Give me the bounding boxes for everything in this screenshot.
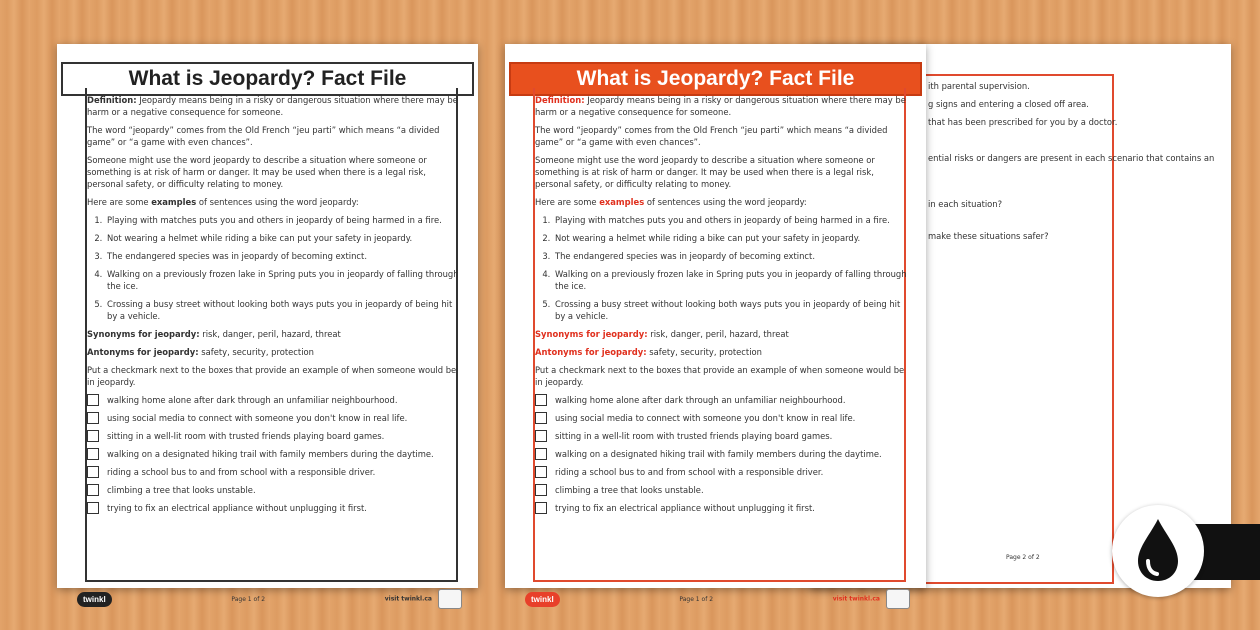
visit-link[interactable]: visit twinkl.ca <box>832 595 880 603</box>
ink-saver-badge[interactable] <box>1112 505 1204 597</box>
checklist-text: using social media to connect with someone you don't know in real life. <box>107 413 408 423</box>
page-number: Page 1 of 2 <box>679 595 714 603</box>
checkbox[interactable] <box>535 430 547 442</box>
definition-text: Jeopardy means being in a risky or dangerous situation where there may be harm or a negative consequence for someone. <box>535 95 906 117</box>
checklist-item <box>535 448 909 460</box>
twinkl-logo: twinkl <box>77 592 112 607</box>
checklist-text: sitting in a well-lit room with trusted friends playing board games. <box>107 431 385 441</box>
checkbox[interactable] <box>87 394 99 406</box>
page2-line: ith parental supervision. <box>928 81 1030 91</box>
antonyms-text: safety, security, protection <box>649 347 762 357</box>
checklist-text: using social media to connect with someone you don't know in real life. <box>555 413 856 423</box>
checklist-text: walking home alone after dark through an unfamiliar neighbourhood. <box>107 395 398 405</box>
example-item: 5. Crossing a busy street without looking both ways puts you in jeopardy of being hit by a vehicle. <box>105 298 461 322</box>
synonyms-label: Synonyms for jeopardy: <box>535 329 648 339</box>
page-title: What is Jeopardy? Fact File <box>61 62 474 96</box>
checklist-item <box>535 502 909 514</box>
example-item: 2. Not wearing a helmet while riding a bike can put your safety in jeopardy. <box>553 232 909 244</box>
worksheet-page-bw <box>57 44 478 604</box>
page-footer <box>77 586 462 612</box>
examples-intro: Here are some <box>87 197 149 207</box>
checkbox[interactable] <box>87 430 99 442</box>
example-item: 3. The endangered species was in jeopardy of becoming extinct. <box>105 250 461 262</box>
origin-text: The word “jeopardy” comes from the Old French “jeu parti” which means “a divided game” or “a game with even chances”. <box>535 125 888 147</box>
origin-text: The word “jeopardy” comes from the Old French “jeu parti” which means “a divided game” or “a game with even chances”. <box>87 125 440 147</box>
badge-icon <box>438 589 462 609</box>
antonyms-text: safety, security, protection <box>201 347 314 357</box>
page2-line: ential risks or dangers are present in each scenario that contains an <box>928 153 1215 163</box>
checklist-text: climbing a tree that looks unstable. <box>555 485 704 495</box>
checkbox[interactable] <box>87 466 99 478</box>
ink-drop-icon <box>1112 505 1204 597</box>
checklist-item <box>535 394 909 406</box>
checklist-item <box>87 448 461 460</box>
page2-line: make these situations safer? <box>928 231 1049 241</box>
checklist-item <box>535 484 909 496</box>
visit-link[interactable]: visit twinkl.ca <box>384 595 432 603</box>
checklist-text: trying to fix an electrical appliance without unplugging it first. <box>107 503 367 513</box>
checklist-item <box>87 412 461 424</box>
page-number: Page 1 of 2 <box>231 595 266 603</box>
checklist-item <box>535 466 909 478</box>
checkbox[interactable] <box>535 466 547 478</box>
checkbox[interactable] <box>87 412 99 424</box>
checklist-text: walking on a designated hiking trail with family members during the daytime. <box>107 449 434 459</box>
checkmark-instructions: Put a checkmark next to the boxes that provide an example of when someone would be in jeopardy. <box>535 365 905 387</box>
example-item: 2. Not wearing a helmet while riding a bike can put your safety in jeopardy. <box>105 232 461 244</box>
usage-text: Someone might use the word jeopardy to describe a situation where someone or something is at risk of harm or danger. It may be used when there is a legal risk, personal safety, or difficulty relating to money. <box>535 155 875 189</box>
examples-intro: Here are some <box>535 197 597 207</box>
checkbox[interactable] <box>87 484 99 496</box>
checklist-item <box>87 430 461 442</box>
checkmark-instructions: Put a checkmark next to the boxes that provide an example of when someone would be in jeopardy. <box>87 365 457 387</box>
page-title: What is Jeopardy? Fact File <box>509 62 922 96</box>
example-item: 4. Walking on a previously frozen lake in Spring puts you in jeopardy of falling through the ice. <box>553 268 909 292</box>
example-item: 3. The endangered species was in jeopardy of becoming extinct. <box>553 250 909 262</box>
twinkl-logo: twinkl <box>525 592 560 607</box>
page2-line: g signs and entering a closed off area. <box>928 99 1089 109</box>
example-item: 4. Walking on a previously frozen lake in Spring puts you in jeopardy of falling through the ice. <box>105 268 461 292</box>
page-footer <box>525 586 910 612</box>
checklist-item <box>535 412 909 424</box>
examples-word: examples <box>599 197 645 207</box>
checkbox[interactable] <box>535 448 547 460</box>
checkbox[interactable] <box>535 502 547 514</box>
example-item: 1. Playing with matches puts you and others in jeopardy of being harmed in a fire. <box>553 214 909 226</box>
checklist-item <box>87 484 461 496</box>
checklist-text: sitting in a well-lit room with trusted friends playing board games. <box>555 431 833 441</box>
usage-text: Someone might use the word jeopardy to describe a situation where someone or something is at risk of harm or danger. It may be used when there is a legal risk, personal safety, or difficulty relating to money. <box>87 155 427 189</box>
checkbox[interactable] <box>535 394 547 406</box>
antonyms-label: Antonyms for jeopardy: <box>87 347 199 357</box>
checklist-item <box>535 430 909 442</box>
fact-file-body <box>535 94 909 520</box>
examples-intro-end: of sentences using the word jeopardy: <box>646 197 807 207</box>
examples-list <box>535 214 909 322</box>
checklist-item <box>87 502 461 514</box>
checklist-text: walking home alone after dark through an unfamiliar neighbourhood. <box>555 395 846 405</box>
worksheet-page-colour <box>505 44 926 604</box>
synonyms-label: Synonyms for jeopardy: <box>87 329 200 339</box>
page2-line: that has been prescribed for you by a doctor. <box>928 117 1118 127</box>
checkbox[interactable] <box>87 448 99 460</box>
definition-label: Definition: <box>535 95 585 105</box>
examples-list <box>87 214 461 322</box>
checklist-item <box>87 394 461 406</box>
checklist-text: climbing a tree that looks unstable. <box>107 485 256 495</box>
examples-word: examples <box>151 197 197 207</box>
example-item: 1. Playing with matches puts you and others in jeopardy of being harmed in a fire. <box>105 214 461 226</box>
checkbox[interactable] <box>535 484 547 496</box>
checkbox[interactable] <box>87 502 99 514</box>
synonyms-text: risk, danger, peril, hazard, threat <box>650 329 789 339</box>
fact-file-body <box>87 94 461 520</box>
page2-line: in each situation? <box>928 199 1003 209</box>
definition-label: Definition: <box>87 95 137 105</box>
page-number: Page 2 of 2 <box>1006 554 1040 561</box>
example-item: 5. Crossing a busy street without looking both ways puts you in jeopardy of being hit by a vehicle. <box>553 298 909 322</box>
badge-icon <box>886 589 910 609</box>
checklist-text: walking on a designated hiking trail with family members during the daytime. <box>555 449 882 459</box>
synonyms-text: risk, danger, peril, hazard, threat <box>202 329 341 339</box>
checkbox[interactable] <box>535 412 547 424</box>
checklist-item <box>87 466 461 478</box>
definition-text: Jeopardy means being in a risky or dangerous situation where there may be harm or a negative consequence for someone. <box>87 95 458 117</box>
antonyms-label: Antonyms for jeopardy: <box>535 347 647 357</box>
examples-intro-end: of sentences using the word jeopardy: <box>198 197 359 207</box>
checklist-text: riding a school bus to and from school with a responsible driver. <box>107 467 376 477</box>
checklist-text: riding a school bus to and from school with a responsible driver. <box>555 467 824 477</box>
checklist-text: trying to fix an electrical appliance without unplugging it first. <box>555 503 815 513</box>
